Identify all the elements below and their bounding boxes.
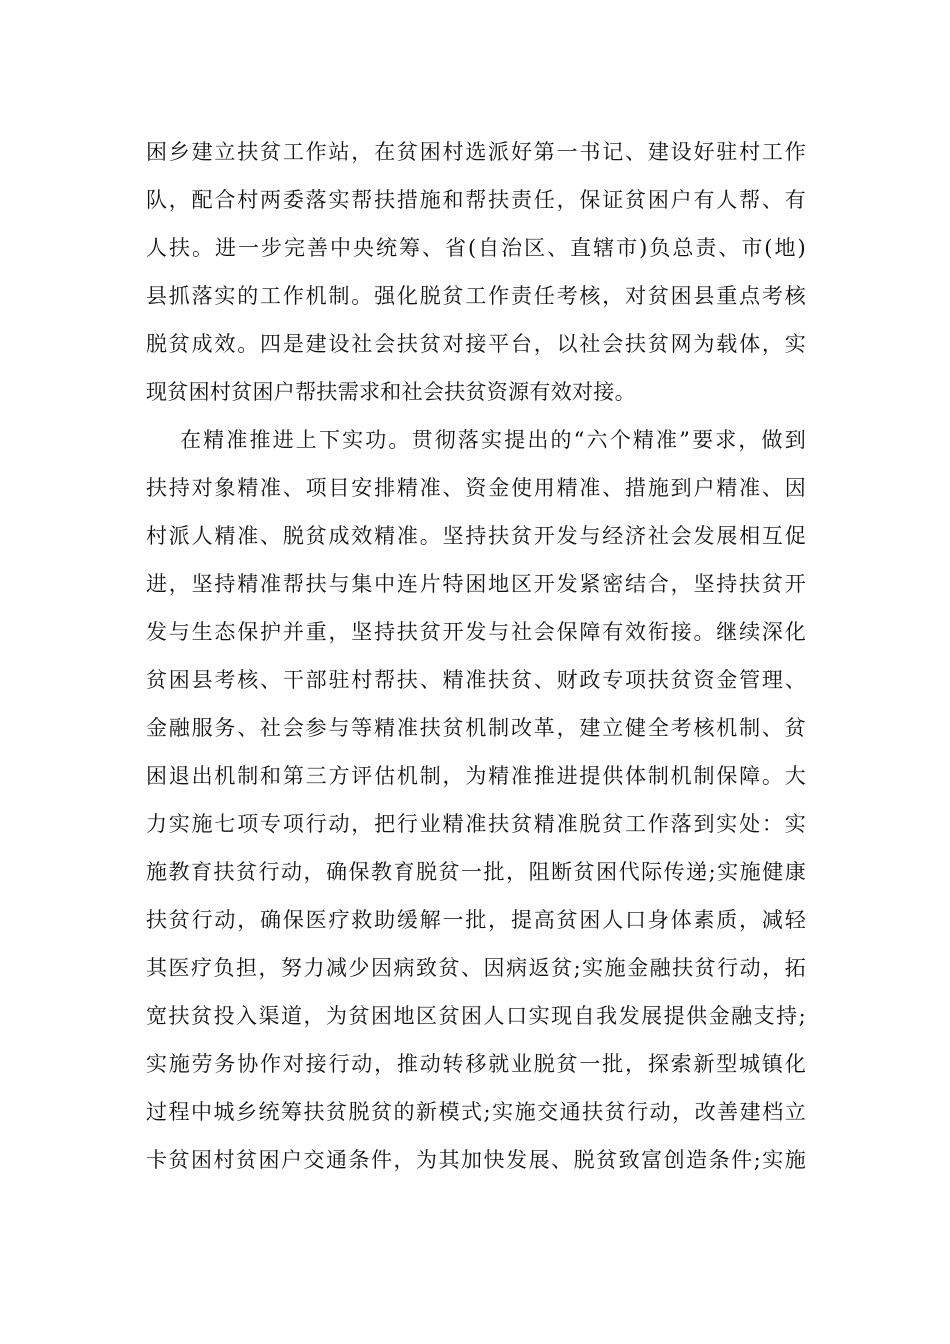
text-line: 县抓落实的工作机制。强化脱贫工作责任考核，对贫困县重点考核 <box>146 284 806 308</box>
text-line: 贫困县考核、干部驻村帮扶、精准扶贫、财政专项扶贫资金管理、 <box>146 668 806 692</box>
text-line: 进，坚持精准帮扶与集中连片特困地区开发紧密结合，坚持扶贫开 <box>146 572 806 596</box>
text-line: 力实施七项专项行动，把行业精准扶贫精准脱贫工作落到实处：实 <box>146 812 806 836</box>
text-line: 困退出机制和第三方评估机制，为精准推进提供体制机制保障。大 <box>146 764 806 788</box>
text-line: 脱贫成效。四是建设社会扶贫对接平台，以社会扶贫网为载体，实 <box>146 332 806 356</box>
text-line: 宽扶贫投入渠道，为贫困地区贫困人口实现自我发展提供金融支持; <box>146 1004 806 1028</box>
text-line: 扶贫行动，确保医疗救助缓解一批，提高贫困人口身体素质，减轻 <box>146 908 806 932</box>
text-line: 在精准推进上下实功。贯彻落实提出的“六个精准”要求，做到 <box>180 428 806 452</box>
text-line: 人扶。进一步完善中央统筹、省(自治区、直辖市)负总责、市(地) <box>146 236 806 260</box>
body-text <box>146 128 806 1184</box>
text-line: 队，配合村两委落实帮扶措施和帮扶责任，保证贫困户有人帮、有 <box>146 188 806 212</box>
text-line: 金融服务、社会参与等精准扶贫机制改革，建立健全考核机制、贫 <box>146 716 806 740</box>
paragraph-2 <box>146 416 806 1184</box>
text-line: 困乡建立扶贫工作站，在贫困村选派好第一书记、建设好驻村工作 <box>146 140 806 164</box>
text-line: 卡贫困村贫困户交通条件，为其加快发展、脱贫致富创造条件;实施 <box>146 1148 806 1172</box>
text-line: 施教育扶贫行动，确保教育脱贫一批，阻断贫困代际传递;实施健康 <box>146 860 806 884</box>
text-line: 村派人精准、脱贫成效精准。坚持扶贫开发与经济社会发展相互促 <box>146 524 806 548</box>
text-line: 扶持对象精准、项目安排精准、资金使用精准、措施到户精准、因 <box>146 476 806 500</box>
text-line: 其医疗负担，努力减少因病致贫、因病返贫;实施金融扶贫行动，拓 <box>146 956 806 980</box>
text-line: 发与生态保护并重，坚持扶贫开发与社会保障有效衔接。继续深化 <box>146 620 806 644</box>
text-line: 现贫困村贫困户帮扶需求和社会扶贫资源有效对接。 <box>146 380 636 404</box>
text-line: 过程中城乡统筹扶贫脱贫的新模式;实施交通扶贫行动，改善建档立 <box>146 1100 806 1124</box>
paragraph-1 <box>146 128 806 416</box>
text-line: 实施劳务协作对接行动，推动转移就业脱贫一批，探索新型城镇化 <box>146 1052 806 1076</box>
